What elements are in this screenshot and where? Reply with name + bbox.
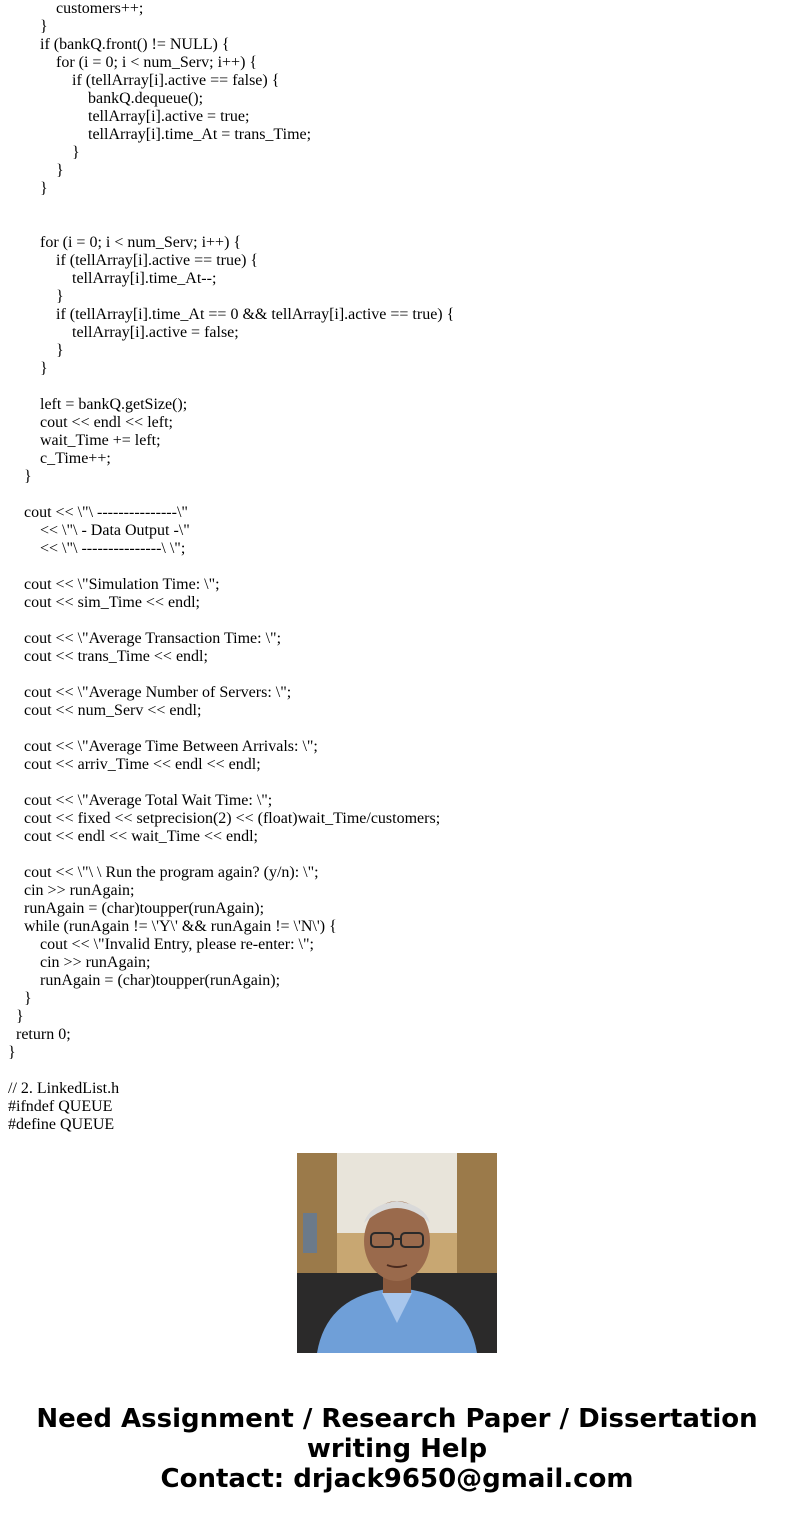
code-line: } <box>8 360 48 377</box>
code-line: runAgain = (char)toupper(runAgain); <box>8 972 281 989</box>
code-line: cout << \"Average Total Wait Time: \"; <box>8 792 273 809</box>
code-line: cin >> runAgain; <box>8 954 151 971</box>
code-line: cout << \"Invalid Entry, please re-enter: \"; <box>8 936 314 953</box>
code-line: } <box>8 288 64 305</box>
code-line: bankQ.dequeue(); <box>8 90 204 107</box>
code-line: cout << \"Average Time Between Arrivals: \"; <box>8 738 318 755</box>
promo-contact: Contact: drjack9650@gmail.com <box>160 1464 634 1494</box>
code-line: while (runAgain != \'Y\' && runAgain != \'N\') { <box>8 918 337 935</box>
code-line: cout << num_Serv << endl; <box>8 702 202 719</box>
code-line: } <box>8 468 32 485</box>
code-line: cout << endl << wait_Time << endl; <box>8 828 258 845</box>
code-line: if (tellArray[i].active == true) { <box>8 252 259 269</box>
code-line: cout << arriv_Time << endl << endl; <box>8 756 261 773</box>
code-line: wait_Time += left; <box>8 432 161 449</box>
promo-line-1: Need Assignment / Research Paper / Dissertation <box>36 1404 758 1434</box>
promo-line-2: writing Help <box>306 1434 488 1464</box>
code-line: runAgain = (char)toupper(runAgain); <box>8 900 265 917</box>
code-line: tellArray[i].active = true; <box>8 108 250 125</box>
code-line: } <box>8 18 48 35</box>
code-line: tellArray[i].time_At--; <box>8 270 217 287</box>
code-line: } <box>8 162 64 179</box>
code-line: cout << \"Average Transaction Time: \"; <box>8 630 282 647</box>
code-line: if (tellArray[i].time_At == 0 && tellArray[i].active == true) { <box>8 306 455 323</box>
code-line: << \"\ ---------------\ \"; <box>8 540 186 557</box>
code-line: c_Time++; <box>8 450 111 467</box>
code-line: for (i = 0; i < num_Serv; i++) { <box>8 234 242 251</box>
author-avatar <box>297 1153 497 1353</box>
code-line: cout << \"\ \ Run the program again? (y/n): \"; <box>8 864 319 881</box>
code-line: cout << \"Average Number of Servers: \"; <box>8 684 292 701</box>
code-line: tellArray[i].active = false; <box>8 324 239 341</box>
code-line: tellArray[i].time_At = trans_Time; <box>8 126 312 143</box>
code-line: } <box>8 180 48 197</box>
code-line: #define QUEUE <box>8 1116 115 1133</box>
code-line: cout << fixed << setprecision(2) << (float)wait_Time/customers; <box>8 810 441 827</box>
code-line: cout << sim_Time << endl; <box>8 594 200 611</box>
code-line: for (i = 0; i < num_Serv; i++) { <box>8 54 258 71</box>
code-line: cin >> runAgain; <box>8 882 135 899</box>
code-line: left = bankQ.getSize(); <box>8 396 188 413</box>
code-line: } <box>8 1044 16 1061</box>
code-line: customers++; <box>8 0 144 17</box>
code-line: } <box>8 990 32 1007</box>
code-line: } <box>8 342 64 359</box>
code-line: } <box>8 144 80 161</box>
code-line: return 0; <box>8 1026 71 1043</box>
avatar-photo <box>297 1153 497 1353</box>
code-line: << \"\ - Data Output -\" <box>8 522 190 539</box>
code-line: cout << \"Simulation Time: \"; <box>8 576 220 593</box>
code-line: // 2. LinkedList.h <box>8 1080 120 1097</box>
code-line: #ifndef QUEUE <box>8 1098 113 1115</box>
code-line: cout << trans_Time << endl; <box>8 648 208 665</box>
code-line: cout << endl << left; <box>8 414 173 431</box>
code-line: cout << \"\ ---------------\" <box>8 504 188 521</box>
code-line: if (tellArray[i].active == false) { <box>8 72 280 89</box>
code-line: } <box>8 1008 24 1025</box>
code-line: if (bankQ.front() != NULL) { <box>8 36 230 53</box>
